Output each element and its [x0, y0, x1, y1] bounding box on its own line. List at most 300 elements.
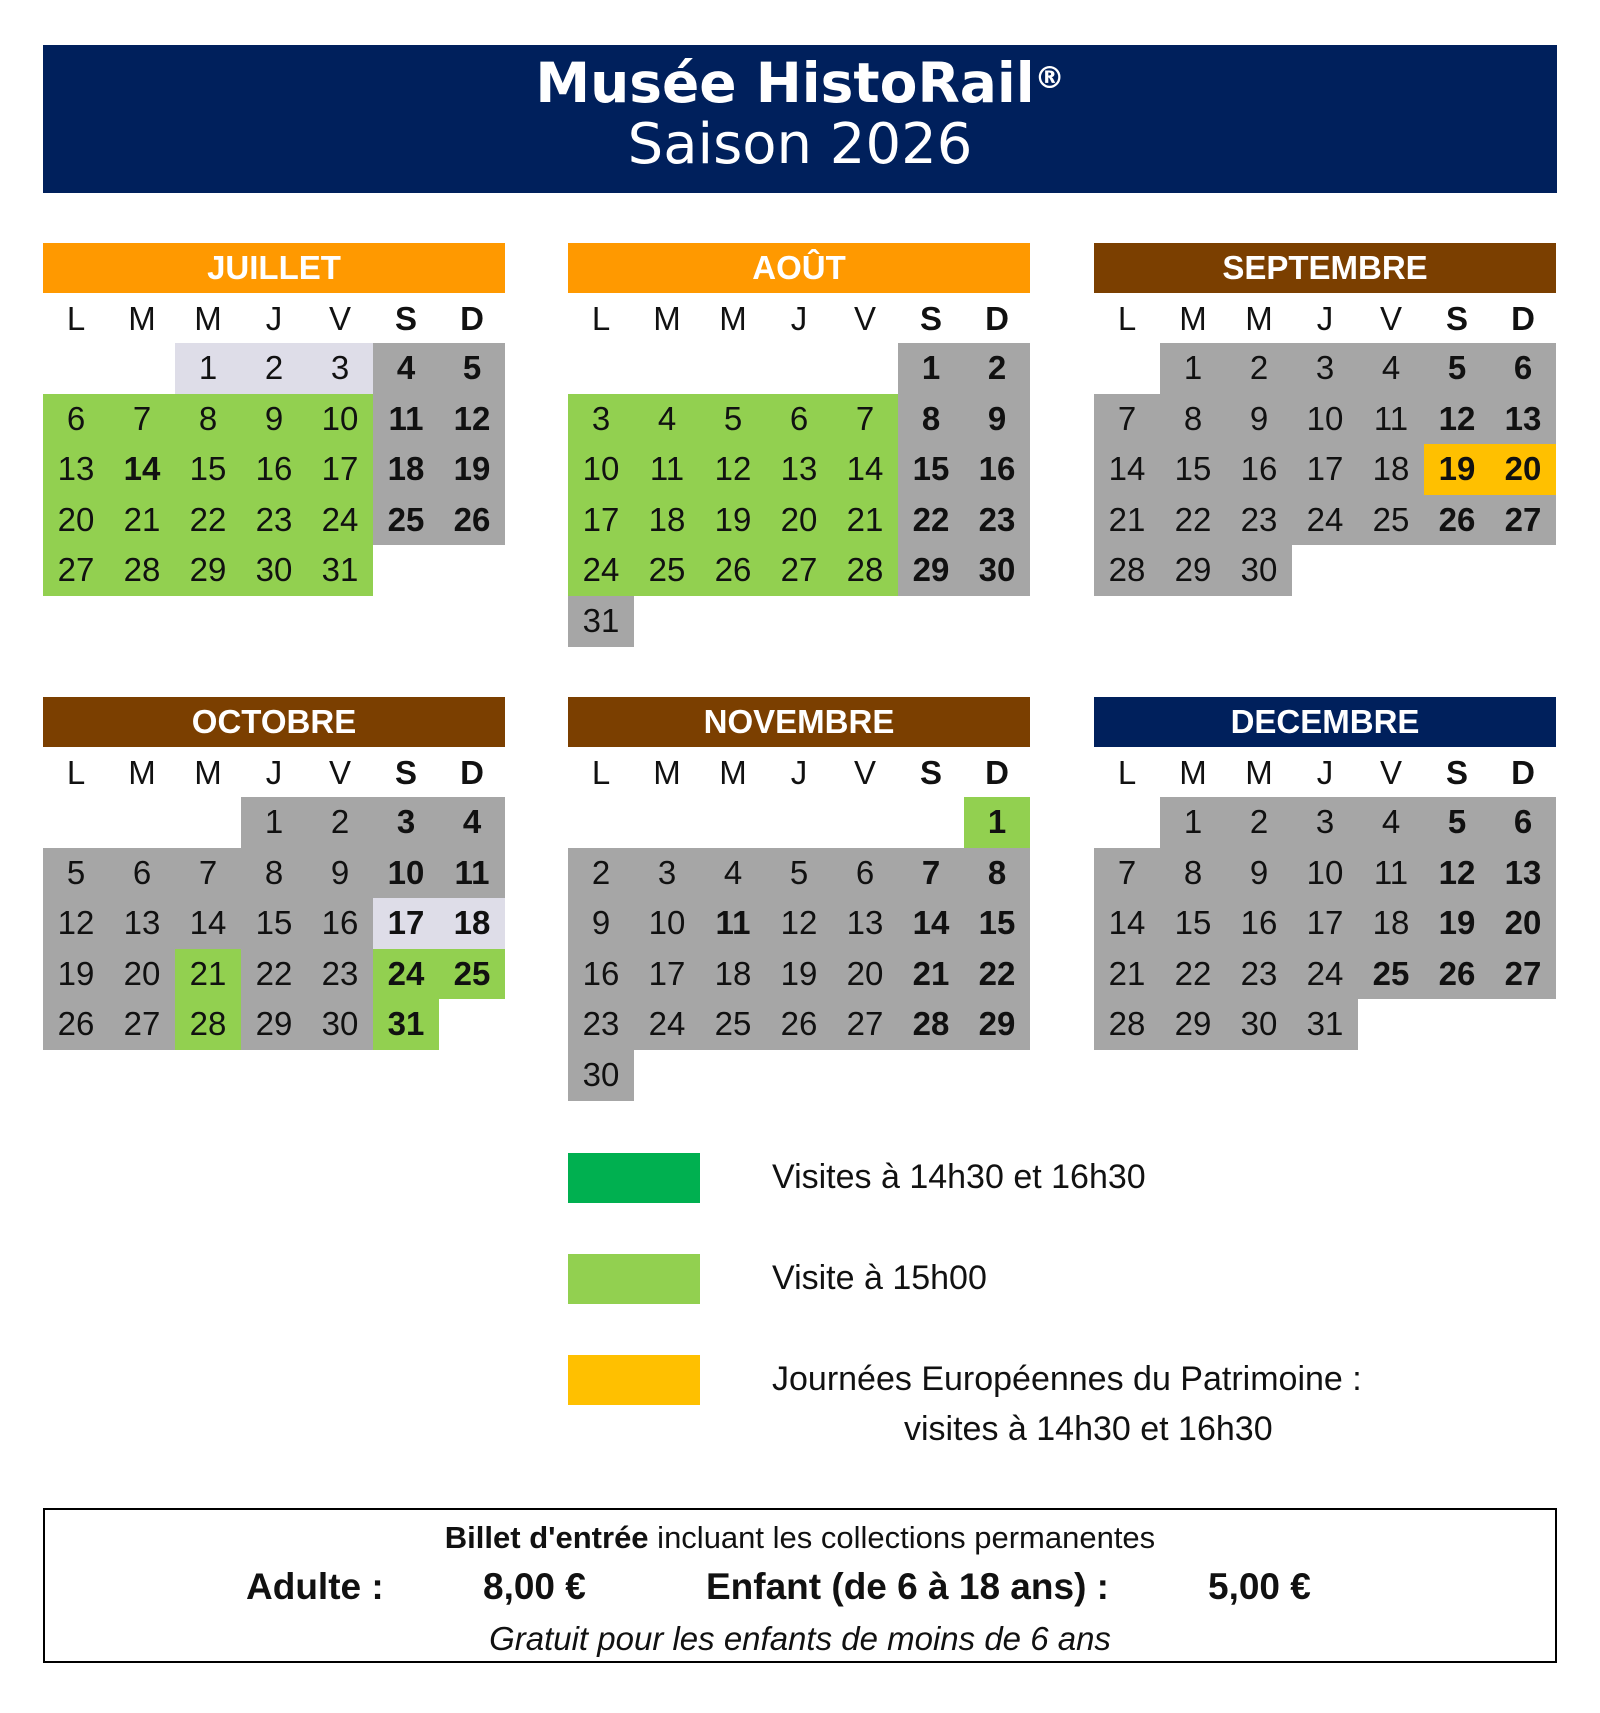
weekday-label: M [1245, 300, 1273, 337]
empty-cell [1358, 999, 1424, 1050]
empty-cell [700, 797, 766, 848]
empty-cell [766, 797, 832, 848]
day-cell: 26 [1424, 495, 1490, 546]
weekday-label: S [919, 754, 942, 791]
day-cell: 27 [1490, 495, 1556, 546]
day-cell: 1 [175, 343, 241, 394]
weekday-header-row [568, 747, 1030, 797]
empty-cell [1424, 999, 1490, 1050]
month-septembre [1094, 243, 1556, 596]
empty-cell [568, 343, 634, 394]
day-cell: 9 [1226, 394, 1292, 445]
empty-cell [1094, 343, 1160, 394]
day-cell: 2 [1226, 797, 1292, 848]
day-cell: 13 [832, 898, 898, 949]
weekday-label: D [985, 300, 1009, 337]
day-cell: 2 [568, 848, 634, 899]
adult-price: 8,00 € [483, 1566, 586, 1607]
day-cell: 4 [634, 394, 700, 445]
weekday-label: M [653, 754, 681, 791]
day-cell: 6 [766, 394, 832, 445]
week-row [1094, 343, 1556, 394]
empty-cell [1292, 545, 1358, 596]
empty-cell [832, 797, 898, 848]
weekday-label: V [328, 300, 351, 337]
ticket-info-box [43, 1508, 1557, 1663]
ticket-intro [45, 1516, 1555, 1560]
empty-cell [109, 343, 175, 394]
weekday-label: J [265, 754, 283, 791]
day-cell: 14 [109, 444, 175, 495]
day-cell: 18 [1358, 898, 1424, 949]
day-cell: 25 [634, 545, 700, 596]
day-cell: 26 [766, 999, 832, 1050]
day-cell: 3 [373, 797, 439, 848]
day-cell: 27 [1490, 949, 1556, 1000]
month-header: DECEMBRE [1094, 697, 1556, 747]
day-cell: 26 [43, 999, 109, 1050]
legend-swatch-dark-green [568, 1153, 700, 1203]
day-cell: 19 [700, 495, 766, 546]
day-cell: 18 [634, 495, 700, 546]
day-cell: 21 [1094, 949, 1160, 1000]
day-cell: 18 [1358, 444, 1424, 495]
day-cell: 3 [1292, 797, 1358, 848]
week-row [1094, 999, 1556, 1050]
weekday-label: S [919, 300, 942, 337]
day-cell: 10 [1292, 848, 1358, 899]
day-cell: 8 [1160, 848, 1226, 899]
weekday-label: S [394, 300, 417, 337]
day-cell: 12 [439, 394, 505, 445]
weekday-label: L [66, 300, 86, 337]
day-cell: 8 [898, 394, 964, 445]
day-cell: 5 [766, 848, 832, 899]
day-cell: 11 [439, 848, 505, 899]
day-cell: 13 [1490, 848, 1556, 899]
weekday-label: L [1117, 300, 1137, 337]
empty-cell [832, 1050, 898, 1101]
day-cell: 28 [1094, 545, 1160, 596]
day-cell: 7 [1094, 848, 1160, 899]
day-cell: 18 [373, 444, 439, 495]
day-cell: 8 [241, 848, 307, 899]
day-cell: 10 [1292, 394, 1358, 445]
weekday-label: M [128, 754, 156, 791]
ticket-prices [45, 1560, 1555, 1616]
day-cell: 31 [1292, 999, 1358, 1050]
day-cell: 22 [964, 949, 1030, 1000]
weekday-label: V [328, 754, 351, 791]
empty-cell [634, 1050, 700, 1101]
day-cell: 31 [373, 999, 439, 1050]
weekday-label: V [1379, 754, 1402, 791]
weekday-label: V [853, 300, 876, 337]
child-label: Enfant (de 6 à 18 ans) : [706, 1566, 1109, 1607]
day-cell: 26 [1424, 949, 1490, 1000]
empty-cell [964, 1050, 1030, 1101]
day-cell: 20 [832, 949, 898, 1000]
weekday-label: M [128, 300, 156, 337]
day-cell: 6 [109, 848, 175, 899]
weekday-label: V [1379, 300, 1402, 337]
day-cell: 16 [964, 444, 1030, 495]
day-cell: 19 [1424, 444, 1490, 495]
day-cell: 21 [175, 949, 241, 1000]
week-row [568, 1050, 1030, 1101]
day-cell: 15 [898, 444, 964, 495]
season-subtitle: Saison 2026 [627, 112, 973, 177]
day-cell: 28 [109, 545, 175, 596]
day-cell: 11 [700, 898, 766, 949]
day-cell: 15 [175, 444, 241, 495]
day-cell: 27 [832, 999, 898, 1050]
day-cell: 21 [109, 495, 175, 546]
day-cell: 25 [373, 495, 439, 546]
day-cell: 7 [109, 394, 175, 445]
day-cell: 29 [1160, 999, 1226, 1050]
empty-cell [1490, 999, 1556, 1050]
day-cell: 12 [1424, 848, 1490, 899]
day-cell: 31 [307, 545, 373, 596]
day-cell: 4 [1358, 797, 1424, 848]
month-header: NOVEMBRE [568, 697, 1030, 747]
day-cell: 15 [1160, 898, 1226, 949]
week-row [568, 343, 1030, 394]
day-cell: 13 [109, 898, 175, 949]
day-cell: 17 [1292, 898, 1358, 949]
week-row [568, 797, 1030, 848]
day-cell: 28 [175, 999, 241, 1050]
empty-cell [439, 999, 505, 1050]
legend-label-yellow: Journées Européennes du Patrimoine : [772, 1360, 1362, 1398]
ticket-intro-bold: Billet d'entrée [444, 1520, 649, 1555]
day-cell: 28 [898, 999, 964, 1050]
legend-swatch-yellow [568, 1355, 700, 1405]
day-cell: 16 [1226, 898, 1292, 949]
week-row [43, 394, 505, 445]
week-row [568, 394, 1030, 445]
weekday-label: J [1316, 300, 1334, 337]
weekday-label: M [1179, 754, 1207, 791]
day-cell: 3 [634, 848, 700, 899]
day-cell: 4 [700, 848, 766, 899]
weekday-label: J [790, 754, 808, 791]
day-cell: 30 [568, 1050, 634, 1101]
day-cell: 19 [43, 949, 109, 1000]
month-header: SEPTEMBRE [1094, 243, 1556, 293]
week-row [43, 848, 505, 899]
day-cell: 27 [43, 545, 109, 596]
weekday-label: D [1511, 754, 1535, 791]
legend-swatch-green [568, 1254, 700, 1304]
empty-cell [766, 343, 832, 394]
day-cell: 17 [307, 444, 373, 495]
day-cell: 13 [1490, 394, 1556, 445]
empty-cell [700, 596, 766, 647]
day-cell: 5 [1424, 343, 1490, 394]
weekday-header-row [568, 293, 1030, 343]
title-banner [43, 45, 1557, 193]
week-row [568, 444, 1030, 495]
day-cell: 26 [439, 495, 505, 546]
day-cell: 5 [700, 394, 766, 445]
weekday-header-row [1094, 293, 1556, 343]
legend-label-green: Visite à 15h00 [772, 1259, 987, 1297]
day-cell: 1 [964, 797, 1030, 848]
day-cell: 4 [1358, 343, 1424, 394]
day-cell: 10 [634, 898, 700, 949]
day-cell: 16 [307, 898, 373, 949]
day-cell: 8 [175, 394, 241, 445]
month-header: JUILLET [43, 243, 505, 293]
day-cell: 7 [1094, 394, 1160, 445]
day-cell: 27 [109, 999, 175, 1050]
day-cell: 23 [1226, 949, 1292, 1000]
month-decembre [1094, 697, 1556, 1050]
day-cell: 31 [568, 596, 634, 647]
week-row [568, 545, 1030, 596]
empty-cell [766, 596, 832, 647]
week-row [568, 848, 1030, 899]
week-row [568, 495, 1030, 546]
day-cell: 3 [1292, 343, 1358, 394]
weekday-label: D [985, 754, 1009, 791]
month-novembre [568, 697, 1030, 1101]
empty-cell [43, 797, 109, 848]
week-row [43, 999, 505, 1050]
weekday-label: S [1445, 300, 1468, 337]
day-cell: 25 [439, 949, 505, 1000]
weekday-label: J [1316, 754, 1334, 791]
weekday-label: M [194, 300, 222, 337]
day-cell: 23 [1226, 495, 1292, 546]
empty-cell [43, 343, 109, 394]
day-cell: 14 [898, 898, 964, 949]
day-cell: 29 [1160, 545, 1226, 596]
day-cell: 19 [1424, 898, 1490, 949]
week-row [568, 596, 1030, 647]
day-cell: 1 [241, 797, 307, 848]
day-cell: 16 [568, 949, 634, 1000]
day-cell: 20 [1490, 444, 1556, 495]
day-cell: 20 [109, 949, 175, 1000]
day-cell: 15 [1160, 444, 1226, 495]
day-cell: 16 [1226, 444, 1292, 495]
day-cell: 28 [832, 545, 898, 596]
empty-cell [175, 797, 241, 848]
day-cell: 30 [964, 545, 1030, 596]
empty-cell [634, 596, 700, 647]
ticket-intro-rest: incluant les collections permanentes [648, 1520, 1156, 1555]
day-cell: 9 [1226, 848, 1292, 899]
month-juillet [43, 243, 505, 596]
day-cell: 11 [373, 394, 439, 445]
day-cell: 22 [1160, 949, 1226, 1000]
day-cell: 28 [1094, 999, 1160, 1050]
day-cell: 12 [700, 444, 766, 495]
day-cell: 3 [307, 343, 373, 394]
day-cell: 20 [43, 495, 109, 546]
day-cell: 30 [1226, 999, 1292, 1050]
day-cell: 17 [634, 949, 700, 1000]
weekday-label: L [591, 300, 611, 337]
empty-cell [439, 545, 505, 596]
week-row [43, 545, 505, 596]
day-cell: 22 [241, 949, 307, 1000]
day-cell: 17 [373, 898, 439, 949]
weekday-label: D [1511, 300, 1535, 337]
day-cell: 9 [964, 394, 1030, 445]
day-cell: 4 [439, 797, 505, 848]
empty-cell [634, 343, 700, 394]
day-cell: 5 [1424, 797, 1490, 848]
day-cell: 30 [241, 545, 307, 596]
empty-cell [964, 596, 1030, 647]
day-cell: 23 [241, 495, 307, 546]
week-row [568, 898, 1030, 949]
free-entry-note: Gratuit pour les enfants de moins de 6 ans [489, 1620, 1111, 1657]
month-aout [568, 243, 1030, 647]
day-cell: 1 [1160, 797, 1226, 848]
week-row [43, 444, 505, 495]
week-row [43, 495, 505, 546]
day-cell: 12 [43, 898, 109, 949]
empty-cell [832, 596, 898, 647]
day-cell: 7 [898, 848, 964, 899]
day-cell: 24 [634, 999, 700, 1050]
weekday-header-row [43, 293, 505, 343]
weekday-label: J [790, 300, 808, 337]
weekday-label: M [194, 754, 222, 791]
weekday-label: M [719, 300, 747, 337]
day-cell: 9 [568, 898, 634, 949]
week-row [1094, 898, 1556, 949]
week-row [43, 797, 505, 848]
empty-cell [1358, 545, 1424, 596]
day-cell: 17 [1292, 444, 1358, 495]
registered-mark: ® [1034, 61, 1065, 96]
weekday-label: M [1245, 754, 1273, 791]
month-header: OCTOBRE [43, 697, 505, 747]
day-cell: 1 [898, 343, 964, 394]
day-cell: 5 [439, 343, 505, 394]
day-cell: 22 [175, 495, 241, 546]
day-cell: 15 [241, 898, 307, 949]
weekday-label: L [66, 754, 86, 791]
month-octobre [43, 697, 505, 1050]
weekday-header-row [1094, 747, 1556, 797]
day-cell: 9 [241, 394, 307, 445]
week-row [43, 949, 505, 1000]
page-title [43, 53, 1557, 113]
empty-cell [634, 797, 700, 848]
day-cell: 14 [1094, 898, 1160, 949]
day-cell: 11 [1358, 848, 1424, 899]
adult-label: Adulte : [246, 1566, 384, 1607]
weekday-label: M [1179, 300, 1207, 337]
day-cell: 24 [1292, 495, 1358, 546]
empty-cell [700, 343, 766, 394]
week-row [1094, 444, 1556, 495]
month-header: AOÛT [568, 243, 1030, 293]
day-cell: 3 [568, 394, 634, 445]
empty-cell [1424, 545, 1490, 596]
legend-sublabel-yellow: visites à 14h30 et 16h30 [904, 1410, 1273, 1448]
day-cell: 1 [1160, 343, 1226, 394]
day-cell: 12 [1424, 394, 1490, 445]
empty-cell [898, 596, 964, 647]
day-cell: 17 [568, 495, 634, 546]
weekday-label: D [460, 300, 484, 337]
day-cell: 14 [175, 898, 241, 949]
day-cell: 6 [1490, 797, 1556, 848]
empty-cell [766, 1050, 832, 1101]
week-row [43, 343, 505, 394]
day-cell: 15 [964, 898, 1030, 949]
weekday-label: M [653, 300, 681, 337]
day-cell: 10 [307, 394, 373, 445]
day-cell: 10 [373, 848, 439, 899]
day-cell: 25 [1358, 495, 1424, 546]
day-cell: 29 [241, 999, 307, 1050]
day-cell: 16 [241, 444, 307, 495]
title-text: Musée HistoRail [535, 51, 1035, 115]
week-row [568, 949, 1030, 1000]
day-cell: 26 [700, 545, 766, 596]
day-cell: 23 [307, 949, 373, 1000]
day-cell: 6 [43, 394, 109, 445]
day-cell: 27 [766, 545, 832, 596]
day-cell: 19 [766, 949, 832, 1000]
day-cell: 2 [307, 797, 373, 848]
empty-cell [373, 545, 439, 596]
weekday-label: V [853, 754, 876, 791]
day-cell: 21 [832, 495, 898, 546]
day-cell: 24 [307, 495, 373, 546]
day-cell: 19 [439, 444, 505, 495]
empty-cell [109, 797, 175, 848]
week-row [568, 999, 1030, 1050]
empty-cell [898, 797, 964, 848]
day-cell: 14 [832, 444, 898, 495]
day-cell: 24 [568, 545, 634, 596]
day-cell: 14 [1094, 444, 1160, 495]
weekday-label: S [1445, 754, 1468, 791]
day-cell: 24 [1292, 949, 1358, 1000]
weekday-label: S [394, 754, 417, 791]
day-cell: 6 [832, 848, 898, 899]
day-cell: 7 [832, 394, 898, 445]
day-cell: 11 [1358, 394, 1424, 445]
day-cell: 21 [898, 949, 964, 1000]
week-row [1094, 797, 1556, 848]
day-cell: 24 [373, 949, 439, 1000]
day-cell: 6 [1490, 343, 1556, 394]
week-row [43, 898, 505, 949]
day-cell: 12 [766, 898, 832, 949]
day-cell: 13 [766, 444, 832, 495]
day-cell: 8 [1160, 394, 1226, 445]
day-cell: 2 [964, 343, 1030, 394]
day-cell: 20 [1490, 898, 1556, 949]
empty-cell [568, 797, 634, 848]
day-cell: 21 [1094, 495, 1160, 546]
empty-cell [1490, 545, 1556, 596]
day-cell: 10 [568, 444, 634, 495]
empty-cell [1094, 797, 1160, 848]
day-cell: 23 [964, 495, 1030, 546]
